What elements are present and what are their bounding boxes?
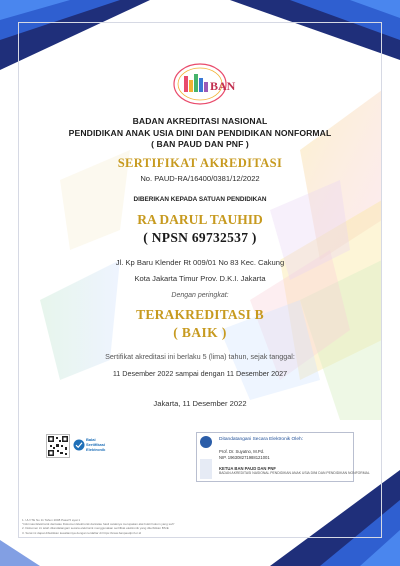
certificate-number: No. PAUD-RA/16400/0381/12/2022 bbox=[140, 174, 260, 183]
bsre-badge bbox=[73, 436, 125, 454]
signer-name: Prof. Dr. Suyatno, M.Pd. bbox=[219, 449, 265, 454]
npsn-number: ( NPSN 69732537 ) bbox=[143, 230, 257, 245]
footnote-3: 2. Dokumen ini telah ditandatangani secara elektronik menggunakan sertifikat elektronik yang diterbitkan BSrE bbox=[22, 526, 169, 531]
header-line-2: PENDIDIKAN ANAK USIA DINI DAN PENDIDIKAN NONFORMAL bbox=[68, 127, 332, 138]
header-line-3: ( BAN PAUD DAN PNF ) bbox=[151, 139, 249, 149]
signature-emblem-icon bbox=[200, 436, 212, 448]
given-to-label: DIBERIKAN KEPADA SATUAN PENDIDIKAN bbox=[133, 196, 267, 203]
signer-nip: NIP. 196308271988121001 bbox=[219, 455, 270, 460]
header-line-1: BADAN AKREDITASI NASIONAL bbox=[132, 116, 268, 126]
validity-period: 11 Desember 2022 sampai dengan 11 Desember 2027 bbox=[112, 369, 288, 378]
school-name: RA DARUL TAUHID bbox=[137, 212, 263, 227]
footnote-1: 1. UU ITE No 11 Tahun 2008 Pasal 5 ayat 1 bbox=[22, 518, 81, 522]
bsre-logo-icon bbox=[73, 439, 85, 451]
bsre-line-1: Balai bbox=[86, 437, 96, 442]
accreditation-status: TERAKREDITASI B bbox=[136, 307, 264, 322]
signed-label: Ditandatangani Secara Elektronik Oleh: bbox=[219, 437, 303, 442]
building-icon bbox=[200, 459, 212, 479]
validity-statement: Sertifikat akreditasi ini berlaku 5 (lima) tahun, sejak tanggal: bbox=[105, 352, 295, 361]
certificate-title: SERTIFIKAT AKREDITASI bbox=[117, 156, 283, 170]
rating-label: Dengan peringkat: bbox=[171, 292, 229, 299]
institution-header bbox=[20, 116, 380, 151]
address-line-2: Kota Jakarta Timur Prov. D.K.I. Jakarta bbox=[134, 274, 266, 283]
qr-code-icon[interactable] bbox=[46, 434, 70, 458]
electronic-signature-box bbox=[196, 432, 370, 482]
signer-institution: BADAN AKREDITASI NASIONAL PENDIDIKAN ANAK USIA DINI DAN PENDIDIKAN NONFORMAL bbox=[219, 471, 370, 475]
logo-text: BAN bbox=[210, 79, 236, 93]
footnote-4: 3. Surat ini dapat dibuktikan keasliannya dengan terdaftar di https://www.banpaudpnf.or.id bbox=[22, 530, 142, 535]
bsre-line-3: Elektronik bbox=[86, 446, 106, 452]
signer-position: KETUA BAN PAUD DAN PNF bbox=[219, 466, 276, 471]
footnotes bbox=[22, 518, 322, 535]
footnote-2: "Informasi Elektronik dan/atau Dokumen Elektronik dan/atau hasil cetaknya merupakan alat bukti hukum yang sah" bbox=[22, 522, 175, 527]
place-and-date: Jakarta, 11 Desember 2022 bbox=[153, 399, 247, 408]
accreditation-grade: ( BAIK ) bbox=[173, 325, 227, 340]
ban-paud-pnf-logo bbox=[170, 60, 236, 108]
address-line-1: Jl. Kp Baru Klender Rt 009/01 No 83 Kec. Cakung bbox=[115, 258, 285, 267]
bsre-line-2: Sertifikasi bbox=[86, 441, 106, 447]
